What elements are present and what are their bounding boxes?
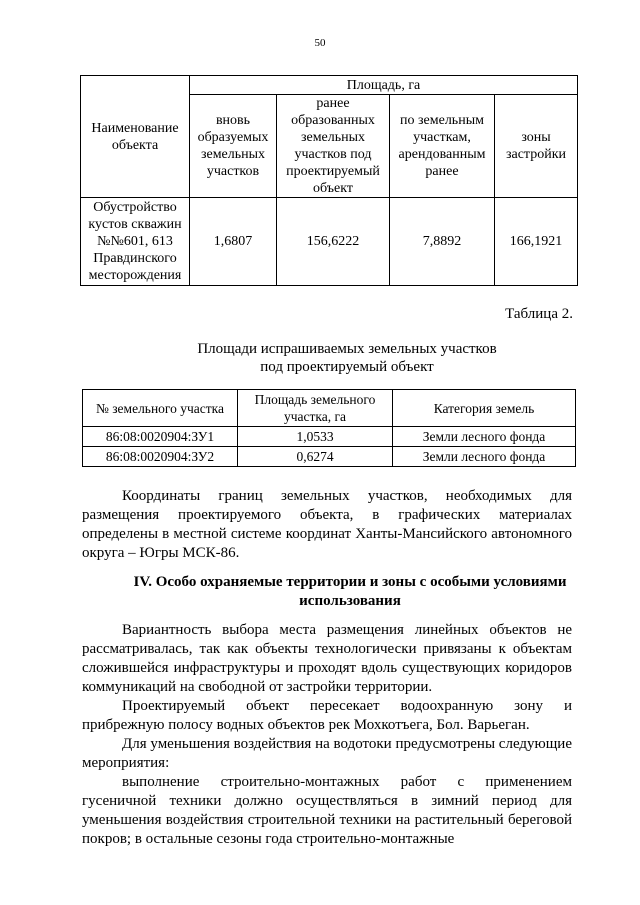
table1-col-new: вновь образуемых земельных участков xyxy=(190,95,277,198)
body-paragraph: Для уменьшения воздействия на водотоки предусмотрены следующие мероприятия: xyxy=(82,736,572,771)
body-paragraph: Проектируемый объект пересекает водоохранную зону и прибрежную полосу водных объектов рек Мохкотъега, Бол. Варьеган. xyxy=(82,698,572,733)
table1-cell: 7,8892 xyxy=(390,198,495,286)
table1-col-leased: по земельным участкам, арендованным ранее xyxy=(390,95,495,198)
caption-line: Площади испрашиваемых земельных участков xyxy=(197,341,497,357)
table1-cell: 1,6807 xyxy=(190,198,277,286)
table1-cell: 156,6222 xyxy=(277,198,390,286)
section-heading: IV. Особо охраняемые территории и зоны с особыми условиями использования xyxy=(133,574,567,609)
table2-header: № земельного участка xyxy=(83,390,238,427)
table1-row-name: Обустройство кустов скважин №№601, 613 Правдинского месторождения xyxy=(81,198,190,286)
table2-cell: 0,6274 xyxy=(238,447,393,467)
table1-header-name: Наименование объекта xyxy=(81,76,190,198)
table2-cell: Земли лесного фонда xyxy=(393,427,576,447)
table1-col-previous: ранее образованных земельных участков под проектируемый объект xyxy=(277,95,390,198)
coords-paragraph: Координаты границ земельных участков, необходимых для размещения проектируемого объекта, в графических материалах определены в местной системе координат Ханты-Мансийского автономного округа – Югры МСК-86. xyxy=(82,488,572,561)
body-paragraph: Вариантность выбора места размещения линейных объектов не рассматривалась, так как объекты технологически привязаны к объектам сложившейся инфраструктуры и проходят вдоль существующих коридоров коммуникаций на свободной от застройки территории. xyxy=(82,622,572,695)
table2-header: Категория земель xyxy=(393,390,576,427)
page-number: 50 xyxy=(314,37,326,49)
table2-cell: 1,0533 xyxy=(238,427,393,447)
table1-cell: 166,1921 xyxy=(495,198,578,286)
table-row xyxy=(83,427,576,447)
table2-header: Площадь земельного участка, га xyxy=(238,390,393,427)
table-row xyxy=(81,198,578,286)
table-caption xyxy=(0,340,640,376)
body-paragraph: выполнение строительно-монтажных работ с применением гусеничной техники должно осуществляться в зимний период для уменьшения воздействия строительной техники на растительный береговой покров; в остальные сезоны года строительно-монтажные xyxy=(82,774,572,847)
areas-table xyxy=(80,75,578,286)
table1-header-area: Площадь, га xyxy=(190,76,578,95)
table-row xyxy=(83,447,576,467)
table1-col-zones: зоны застройки xyxy=(495,95,578,198)
plots-table xyxy=(82,389,576,467)
caption-line: под проектируемый объект xyxy=(260,359,434,375)
table2-cell: 86:08:0020904:ЗУ1 xyxy=(83,427,238,447)
table-label: Таблица 2. xyxy=(505,306,573,322)
table2-cell: Земли лесного фонда xyxy=(393,447,576,467)
table2-cell: 86:08:0020904:ЗУ2 xyxy=(83,447,238,467)
